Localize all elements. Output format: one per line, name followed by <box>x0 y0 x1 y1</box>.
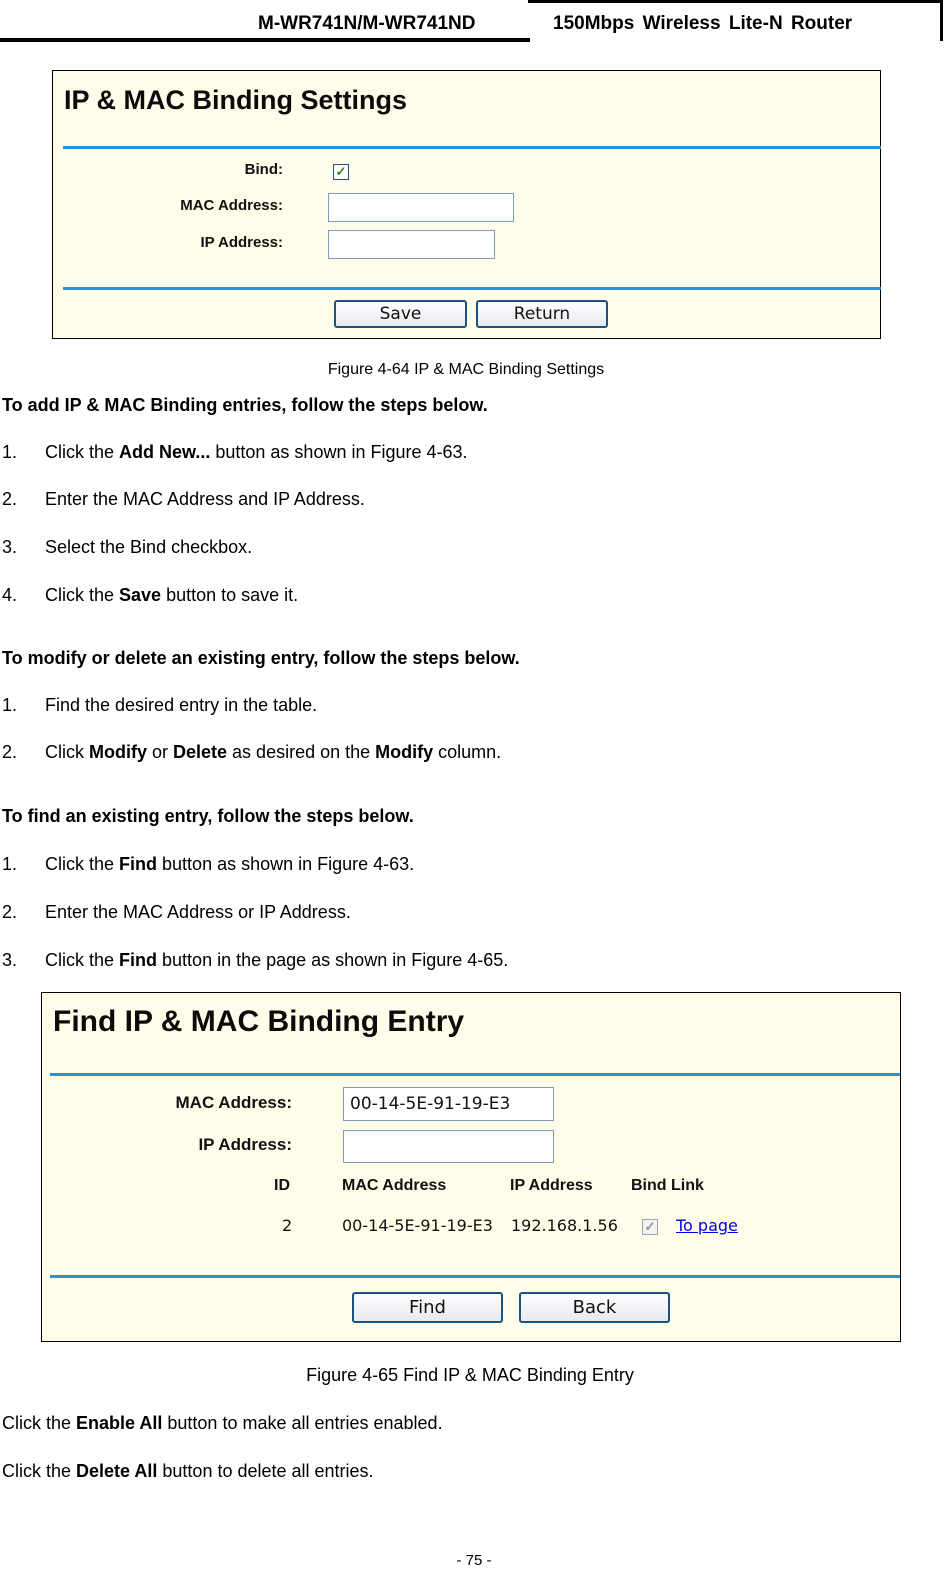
add-step-3: 3. Select the Bind checkbox. <box>2 537 253 557</box>
row-bind-checkbox <box>642 1219 658 1235</box>
add-heading: To add IP & MAC Binding entries, follow the steps below. <box>2 395 488 415</box>
check-icon: ✓ <box>335 164 347 179</box>
page-number: - 75 - <box>456 1552 492 1569</box>
row-mac: 00-14-5E-91-19-E3 <box>342 1216 493 1235</box>
top-divider <box>50 1073 900 1076</box>
bind-label: Bind: <box>244 161 283 178</box>
ip-mac-binding-settings-panel <box>52 70 881 339</box>
bottom-divider <box>50 1275 900 1278</box>
add-step-4: 4. Click the Save button to save it. <box>2 585 299 605</box>
figure-64-caption: Figure 4-64 IP & MAC Binding Settings <box>327 361 605 378</box>
col-mac-header: MAC Address <box>342 1177 447 1194</box>
find-step-2: 2. Enter the MAC Address or IP Address. <box>2 902 351 922</box>
modify-heading: To modify or delete an existing entry, follow the steps below. <box>2 648 520 668</box>
col-bind-link-header: Bind Link <box>631 1177 704 1194</box>
ip-address-label: IP Address: <box>198 1135 292 1154</box>
mac-address-label: MAC Address: <box>180 197 283 214</box>
col-ip-header: IP Address <box>510 1177 593 1194</box>
bind-checkbox[interactable] <box>333 164 349 180</box>
to-page-link[interactable]: To page <box>676 1216 738 1235</box>
mac-address-input[interactable] <box>328 193 514 222</box>
col-id-header: ID <box>274 1177 290 1194</box>
ip-address-input[interactable] <box>328 230 495 259</box>
enable-all-paragraph: Click the Enable All button to make all entries enabled. <box>2 1413 443 1433</box>
back-button[interactable]: Back <box>519 1292 670 1323</box>
header-model: M-WR741N/M-WR741ND <box>258 13 476 34</box>
save-button[interactable]: Save <box>334 300 467 328</box>
return-button[interactable]: Return <box>476 300 608 328</box>
panel-title: Find IP & MAC Binding Entry <box>53 1005 465 1038</box>
mac-address-label: MAC Address: <box>175 1093 292 1112</box>
delete-all-paragraph: Click the Delete All button to delete all entries. <box>2 1461 374 1481</box>
header-product: 150Mbps Wireless Lite-N Router <box>553 13 853 34</box>
add-step-1: 1. Click the Add New... button as shown in Figure 4-63. <box>2 442 468 462</box>
find-step-1: 1. Click the Find button as shown in Figure 4-63. <box>2 854 415 874</box>
modify-step-2: 2. Click Modify or Delete as desired on the Modify column. <box>2 742 502 762</box>
check-icon: ✓ <box>644 1219 656 1234</box>
bottom-divider <box>63 287 881 290</box>
find-step-3: 3. Click the Find button in the page as shown in Figure 4-65. <box>2 950 509 970</box>
header-rule <box>0 38 530 42</box>
panel-title: IP & MAC Binding Settings <box>64 85 407 115</box>
row-id: 2 <box>282 1216 293 1235</box>
add-step-2: 2. Enter the MAC Address and IP Address. <box>2 489 365 509</box>
row-ip: 192.168.1.56 <box>511 1216 618 1235</box>
top-divider <box>63 146 881 149</box>
find-button[interactable]: Find <box>352 1292 503 1323</box>
ip-address-input[interactable] <box>343 1130 554 1163</box>
mac-address-input[interactable] <box>343 1087 554 1121</box>
figure-65-caption: Figure 4-65 Find IP & MAC Binding Entry <box>306 1365 634 1385</box>
find-ip-mac-binding-panel <box>41 992 901 1342</box>
modify-step-1: 1. Find the desired entry in the table. <box>2 695 318 715</box>
ip-address-label: IP Address: <box>200 234 283 251</box>
find-heading: To find an existing entry, follow the steps below. <box>2 806 414 826</box>
